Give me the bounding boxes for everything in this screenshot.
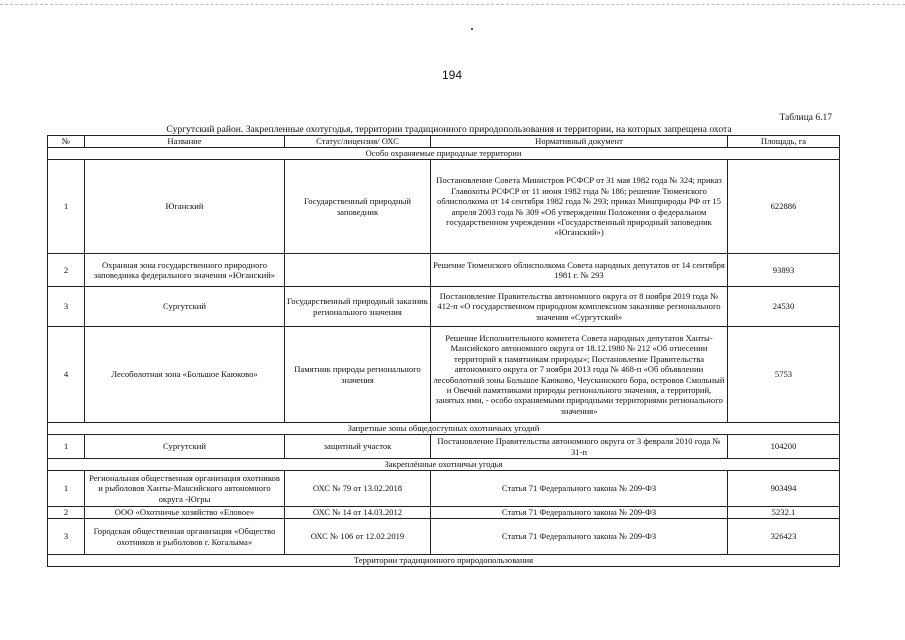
cell-status: ОХС № 106 от 12.02.2019 xyxy=(285,519,431,555)
section-title: Особо охраняемые природные территории xyxy=(48,148,840,160)
cell-name: Региональная общественная организация охотников и рыболовов Ханты-Мансийского автономного округа -Югры xyxy=(85,471,285,507)
cell-area: 622886 xyxy=(728,160,840,254)
table-label: Таблица 6.17 xyxy=(779,113,832,123)
cell-status: Государственный природный заповедник xyxy=(285,160,431,254)
cell-document: Статья 71 Федерального закона № 209-ФЗ xyxy=(431,471,728,507)
header-area: Площадь, га xyxy=(728,136,840,148)
cell-document: Постановление Правительства автономного округа от 8 ноября 2019 года № 412-п «О государственном природном комплексном заказнике регионального значения «Сургутский» xyxy=(431,287,728,327)
cell-num: 2 xyxy=(48,507,85,519)
data-table xyxy=(47,135,840,567)
cell-num: 1 xyxy=(48,471,85,507)
cell-num: 3 xyxy=(48,519,85,555)
table-row xyxy=(48,327,840,423)
cell-num: 1 xyxy=(48,160,85,254)
cell-status: Памятник природы регионального значения xyxy=(285,327,431,423)
table-row xyxy=(48,507,840,519)
cell-document: Статья 71 Федерального закона № 209-ФЗ xyxy=(431,519,728,555)
cell-status: ОХС № 14 от 14.03.2012 xyxy=(285,507,431,519)
cell-document: Решение Исполнительного комитета Совета народных депутатов Ханты-Мансийского автономного округа от 18.12.1980 № 212 «Об отнесении территорий к памятникам природы»; Постановление Правительства автономного округа от 7 ноября 2013 года № 468-п «Об объявлении лесоболотной зоны Большое Каюково, Чеускинского бора, островов Смольный и Овечий памятниками природы регионального значения, а территорий, занятых ими, - особо охраняемыми природными территориями регионального значения» xyxy=(431,327,728,423)
header-document: Нормативный документ xyxy=(431,136,728,148)
cell-name: Сургутский xyxy=(85,287,285,327)
cell-name: Лесоболотная зона «Большое Каюково» xyxy=(85,327,285,423)
cell-num: 1 xyxy=(48,435,85,459)
section-title: Запретные зоны общедоступных охотничьих угодий xyxy=(48,423,840,435)
cell-area: 326423 xyxy=(728,519,840,555)
page-number: 194 xyxy=(441,68,463,82)
cell-area: 903494 xyxy=(728,471,840,507)
cell-num: 4 xyxy=(48,327,85,423)
table-row xyxy=(48,160,840,254)
cell-status: ОХС № 79 от 13.02.2018 xyxy=(285,471,431,507)
section-title: Закреплённые охотничьи угодья xyxy=(48,459,840,471)
cell-name: Сургутский xyxy=(85,435,285,459)
cell-status xyxy=(285,254,431,287)
section-row xyxy=(48,148,840,160)
cell-area: 104200 xyxy=(728,435,840,459)
header-name: Название xyxy=(85,136,285,148)
cell-document: Постановление Совета Министров РСФСР от 31 мая 1982 года № 324; приказ Главохоты РСФСР от 11 июня 1982 года № 186; решение Тюменского облисполкома от 14 сентября 1982 года № 293; приказ Минприроды РФ от 15 апреля 2003 года № 309 «Об утверждении Положения о федеральном государственном учреждении «Государственный природный заповедник «Юганский») xyxy=(431,160,728,254)
section-row xyxy=(48,423,840,435)
header-row xyxy=(48,136,840,148)
cell-area: 5232.1 xyxy=(728,507,840,519)
cell-name: ООО «Охотничье хозяйство «Еловое» xyxy=(85,507,285,519)
cell-document: Постановление Правительства автономного округа от 3 февраля 2010 года № 31-п xyxy=(431,435,728,459)
table-caption: Сургутский район. Закрепленные охотугодья, территории традиционного природопользования и территории, на которых запрещена охота xyxy=(166,124,732,135)
cell-status: защитный участок xyxy=(285,435,431,459)
header-status: Статус/лицензия/ ОХС xyxy=(285,136,431,148)
cell-area: 5753 xyxy=(728,327,840,423)
cell-area: 24530 xyxy=(728,287,840,327)
header-num: № xyxy=(48,136,85,148)
cell-name: Охранная зона государственного природного заповедника федерального значения «Юганский» xyxy=(85,254,285,287)
cell-name: Городская общественная организация «Общество охотников и рыболовов г. Когалыма» xyxy=(85,519,285,555)
table-row xyxy=(48,435,840,459)
cell-name: Юганский xyxy=(85,160,285,254)
cell-num: 3 xyxy=(48,287,85,327)
cell-num: 2 xyxy=(48,254,85,287)
table-row xyxy=(48,471,840,507)
table-row xyxy=(48,519,840,555)
cell-area: 93893 xyxy=(728,254,840,287)
scan-artifact-dot xyxy=(471,28,473,30)
scan-artifact-line xyxy=(0,4,905,5)
section-title: Территории традиционного природопользования xyxy=(48,555,840,567)
cell-document: Статья 71 Федерального закона № 209-ФЗ xyxy=(431,507,728,519)
table-row xyxy=(48,254,840,287)
cell-document: Решение Тюменского облисполкома Совета народных депутатов от 14 сентября 1981 г. № 293 xyxy=(431,254,728,287)
section-row xyxy=(48,555,840,567)
section-row xyxy=(48,459,840,471)
table-row xyxy=(48,287,840,327)
cell-status: Государственный природный заказник регионального значения xyxy=(285,287,431,327)
